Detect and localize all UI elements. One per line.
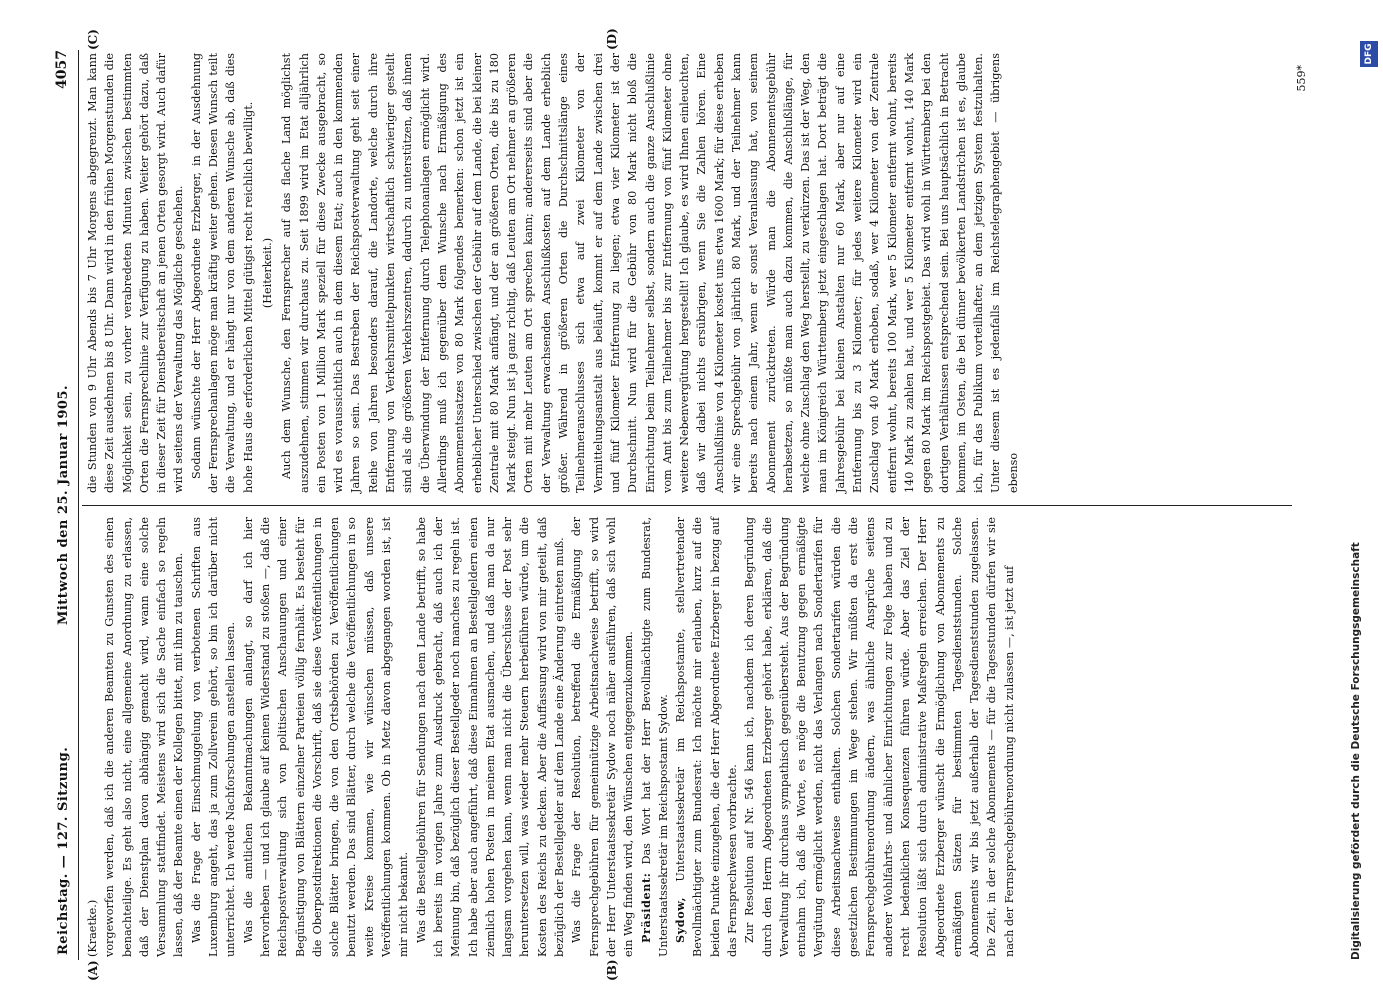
- paragraph: Was die Frage der Resolution, betreffend die Ermäßigung der Fernsprechgebühren für gemeinnützige Arbeitsnachweise betrifft, so wird der Herr Unterstaatssekretär Sydow noch näher ausführen, daß sich wohl ein Weg finden wird, den Wünschen entgegenzukommen.: [570, 517, 636, 957]
- paragraph: Was die amtlichen Bekanntmachungen anlangt, so darf ich hier hervorheben — und ich glaube auf keinen Widerstand zu stoßen —, daß die Reichspostverwaltung sich von politischen Anschauungen und einer Begünstigung von Blättern einzelner Parteien völlig fernhält. Es besteht für die Oberpostdirektionen die Vorschrift, daß sie diese Veröffentlichungen in solche Blätter bringen, die von den Ortsbehörden zu Veröffentlichungen benutzt werden. Das sind Blätter, durch welche die Veröffentlichungen in so weite Kreise kommen, wie wir wünschen müssen, daß unsere Veröffentlichungen kommen. Ob in Metz davon abgegangen worden ist, ist mir nicht bekannt.: [241, 517, 411, 957]
- paragraph: Was die Bestellgebühren für Sendungen nach dem Lande betrifft, so habe ich bereits im vorigen Jahre zum Ausdruck gebracht, daß auch ich der Meinung bin, daß bezüglich dieser Bestellgeder noch manches zu regeln ist. Ich habe aber auch angeführt, daß diese Einnahmen an Bestellgeldern einen ziemlich hohen Posten in meinem Etat ausmachen, und daß man da nur langsam vorgehen kann, wenn man nicht die Überschüsse der Post sehr heruntersetzen will, was wieder mehr Steuern herbeiführen würde, um die Kosten des Reichs zu decken. Aber die Auffassung wird von mir geteilt, daß bezüglich der Bestellgelder auf dem Lande eine Änderung eintreten muß.: [414, 517, 567, 957]
- speaker-name: Präsident:: [638, 872, 653, 943]
- paragraph: Was die Frage der Einschmuggelung von verbotenen Schriften aus Luxemburg angeht, das ja zum Zollverein gehört, so bin ich darüber nicht unterrichtet. Ich werde Nachforschungen anstellen lassen.: [189, 517, 238, 957]
- speech-text: Unterstaatssekretär im Reichspostamte, stellvertretender Bevollmächtigter zum Bundesrat: Ich möchte mir erlauben, kurz auf die beiden Punkte einzugehen, die der Herr Abgeordnete Erzberger in bezug auf das Fernsprechwesen vorbrachte.: [674, 517, 739, 957]
- speech-text: Das Wort hat der Herr Bevollmächtigte zum Bundesrat, Unterstaatssekretär im Reichspostamt Sydow.: [639, 517, 670, 957]
- column-divider: [82, 505, 1292, 506]
- paragraph: (Kraetke.): [86, 899, 99, 957]
- rotated-page: [50, 25, 1308, 985]
- page-number: 4057: [54, 50, 70, 89]
- paragraph: Zur Resolution auf Nr. 546 kann ich, nachdem ich deren Begründung durch den Herrn Abgeordneten Erzberger gehört habe, erklären, daß die Verwaltung ihr durchaus sympathisch gegenübersteht. Aus der Begründung entnahm ich, daß die Worte, es möge die Benutzung gegen ermäßigte Vergütung ermöglicht werden, nicht das Verlangen nach Sondertarifen für diese Arbeitsnachweise enthalten. Solchen Sondertarifen würden die gesetzlichen Bestimmungen im Wege stehen. Wir müßten da erst die Fernsprechgebührenordnung ändern, was ähnliche Ansprüche seitens anderer Wohlfahrts- und ähnlicher Einrichtungen zur Folge haben und zu recht bedenklichen Konsequenzen führen würde. Aber das Ziel der Resolution läßt sich durch administrative Maßregeln erreichen. Der Herr Abgeordnete Erzberger wünscht die Ermöglichung von Abonnements zu ermäßigten Sätzen für bestimmten Tagesdienststunden. Solche Abonnements wir bis jetzt außerhalb der Tagesdienststunden zugelassen. Die Zeit, in der solche Abonnements — für die Tagesstunden dürfen wir sie nach der Fernsprechgebührenordnung nicht zulassen —, ist jetzt auf: [743, 517, 1016, 957]
- paragraph: Auch dem Wunsche, den Fernsprecher auf das flache Land möglichst auszudehnen, stimmen wir durchaus zu. Seit 1899 wird im Etat alljährlich ein Posten von 1 Million Mark speziell für diese Zwecke ausgebracht, so wird es voraussichtlich auch in dem diesem Etat; auch in den kommenden Jahren so sein. Das Bestreben der Reichspostverwaltung geht seit einer Reihe von Jahren besonders darauf, die Landorte, welche durch ihre Entfernung von Verkehrsmittelpunkten wirtschaftlich schwieriger gestellt sind als die größeren Verkehrszentren, dadurch zu unterstützen, daß ihnen die Überwindung der Entfernung durch Telephonanlagen ermöglicht wird. Allerdings muß ich gegenüber dem Wunsche nach Ermäßigung des Abonnementssatzes von 80 Mark folgendes bemerken: schon jetzt ist ein erheblicher Unterschied zwischen der Gebühr auf dem Lande, die bei kleiner Zentrale mit 80 Mark anfängt, und der an größeren Orten, die bis zu 180 Mark steigt. Nun ist ja ganz richtig, daß Leuten am Ort nehmer an größeren Orten mit mehr Leuten am Ort sprechen kann; andererseits sind aber die der Verwaltung erwachsenden Anschlußkosten auf dem Lande erheblich größer. Während in größeren Orten die Durchschnittslänge eines Teilnehmeranschlusses sich etwa auf zwei Kilometer von der Vermittelungsanstalt aus beläuft, kommt er auf dem Lande zwischen drei und fünf Kilometer Entfernung zu liegen; etwa vier Kilometer ist der Durchschnitt. Nun wird für die Gebühr von 80 Mark nicht bloß die Einrichtung beim Teilnehmer selbst, sondern auch die ganze Anschlußlinie vom Amt bis zum Teilnehmer bis zur Entfernung von fünf Kilometer ohne weitere Nebenvergütung hergestellt! Ich glaube, es wird Ihnen einleuchten, daß wir dabei nichts ersübrigen, wenn Sie die Zahlen hören. Eine Anschlußlinie von 4 Kilometer kostet uns etwa 1600 Mark; für diese erheben wir eine Sprechgebühr von jährlich 80 Mark, und der Teilnehmer kann bereits nach einem Jahr, wenn er sonst Veranlassung hat, von seinem Abonnement zurücktreten. Würde man die Abonnementsgebühr herabsetzen, so müßte man auch dazu kommen, die Anschlußlänge, für welche ohne Zuschlag den Weg herstellt, zu verkürzen. Das ist der Weg, den man im Königreich Württemberg jetzt eingeschlagen hat. Dort beträgt die Jahresgebühr bei kleinen Anstalten nur 60 Mark, aber nur auf eine Entfernung bis zu 3 Kilometer; für jedes weitere Kilometer wird ein Zuschlag von 40 Mark erhoben, sodaß, wer 4 Kilometer von der Zentrale entfernt wohnt, bereits 100 Mark, wer 5 Kilometer entfernt wohnt, bereits 140 Mark zu zahlen hat, und wer 5 Kilometer entfernt wohnt, 140 Mark gegen 80 Mark im Reichspostgebiet. Das wird wohl in Württemberg bei den dortigen Verhältnissen entsprechend sein. Bei uns hauptsächlich in Betracht kommen, im Osten, die bei dünner bevölkerten Landstrichen ist es, glaube ich, für das Publikum vorteilhafter, an dem jetzigen System festzuhalten. Unter diesem ist es jedenfalls im Reichstelegraphengebiet — übrigens ebenso: [280, 53, 1020, 493]
- funding-note: Digitalisierung gefördert durch die Deutsche Forschungsgemeinschaft: [1350, 542, 1362, 960]
- margin-marker-b: (B): [605, 959, 619, 981]
- dfg-logo: DFG: [1360, 41, 1378, 67]
- speaker-paragraph: [672, 517, 741, 957]
- header-date: Mittwoch den 25. Januar 1905.: [56, 384, 71, 626]
- page-header: [50, 25, 80, 985]
- margin-marker-d: (D): [605, 28, 619, 50]
- margin-marker-c: (C): [86, 29, 100, 50]
- speaker-name: Sydow,: [673, 896, 688, 943]
- margin-marker-a: (A): [86, 960, 100, 981]
- interjection: (Heiterkeit.): [260, 237, 274, 309]
- right-column: [84, 53, 1288, 493]
- header-rule: [78, 50, 79, 960]
- paragraph: Sodann wünschte der Herr Abgeordnete Erzberger, in der Ausdehnung der Fernsprechanlagen möge man kräftig weiter gehen. Diesen Wunsch teilt die Verwaltung, und er hängt nur von dem anderen Wunsche ab, daß dies hohe Haus die erforderlichen Mittel gütigst recht reichlich bewilligt.: [189, 53, 255, 493]
- paragraph: die Stunden von 9 Uhr Abends bis 7 Uhr Morgens abgegrenzt. Man kann diese Zeit ausdehnen bis 8 Uhr. Dann wird in den frühen Morgenstunden die Möglichkeit sein, zu vorher verabredeten Minuten zwischen bestimmten Orten die Fernsprechlinie zur Verfügung zu haben. Weiter gehört dazu, daß in dieser Zeit für Dienstbereitschaft an jenen Orten gesorgt wird. Auch dafür wird seitens der Verwaltung das Mögliche geschehen.: [86, 53, 186, 493]
- signature-mark: 559*: [1295, 65, 1308, 92]
- paragraph: vorgeworfen werden, daß ich die anderen Beamten zu Gunsten des einen benachteilige. Es geht also nicht, eine allgemeine Anordnung zu erlassen, daß der Dienstplan davon abhängig gemacht wird, wann eine solche Versammlung stattfindet. Meistens wird sich die Sache einfach so regeln lassen, daß der Beamte einen der Kollegen bittet, mit ihm zu tauschen.: [103, 517, 186, 957]
- left-column: [84, 517, 1288, 957]
- speaker-paragraph: [638, 517, 673, 957]
- header-session: Reichstag. — 127. Sitzung.: [56, 746, 71, 955]
